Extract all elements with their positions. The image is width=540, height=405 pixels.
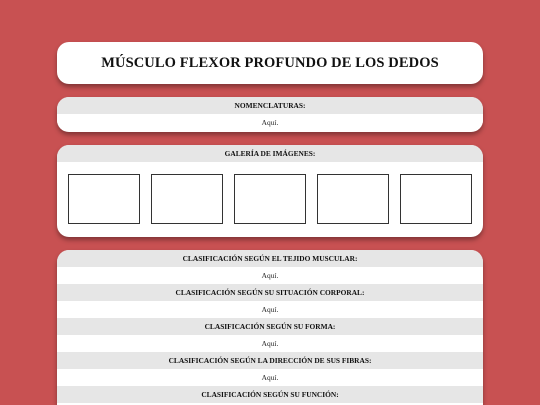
- nomenclature-value: Aquí.: [57, 114, 483, 131]
- gallery-card: [57, 145, 483, 237]
- gallery-image-5[interactable]: [400, 174, 472, 224]
- page-title: MÚSCULO FLEXOR PROFUNDO DE LOS DEDOS: [101, 54, 439, 71]
- classification-heading-fiber-direction: CLASIFICACIÓN SEGÚN LA DIRECCIÓN DE SUS FIBRAS:: [57, 352, 483, 369]
- classification-value-fiber-direction: Aquí.: [57, 369, 483, 386]
- title-card: [57, 42, 483, 84]
- image-gallery: [57, 162, 483, 224]
- classification-value-tissue: Aquí.: [57, 267, 483, 284]
- classification-heading-tissue: CLASIFICACIÓN SEGÚN EL TEJIDO MUSCULAR:: [57, 250, 483, 267]
- gallery-image-1[interactable]: [68, 174, 140, 224]
- gallery-heading: GALERÍA DE IMÁGENES:: [57, 145, 483, 162]
- nomenclature-card: [57, 97, 483, 132]
- classification-value-shape: Aquí.: [57, 335, 483, 352]
- classification-heading-function: CLASIFICACIÓN SEGÚN SU FUNCIÓN:: [57, 386, 483, 403]
- classification-heading-location: CLASIFICACIÓN SEGÚN SU SITUACIÓN CORPORAL:: [57, 284, 483, 301]
- gallery-image-4[interactable]: [317, 174, 389, 224]
- gallery-image-3[interactable]: [234, 174, 306, 224]
- classification-heading-shape: CLASIFICACIÓN SEGÚN SU FORMA:: [57, 318, 483, 335]
- gallery-image-2[interactable]: [151, 174, 223, 224]
- classification-value-location: Aquí.: [57, 301, 483, 318]
- classification-card: [57, 250, 483, 405]
- nomenclature-heading: NOMENCLATURAS:: [57, 97, 483, 114]
